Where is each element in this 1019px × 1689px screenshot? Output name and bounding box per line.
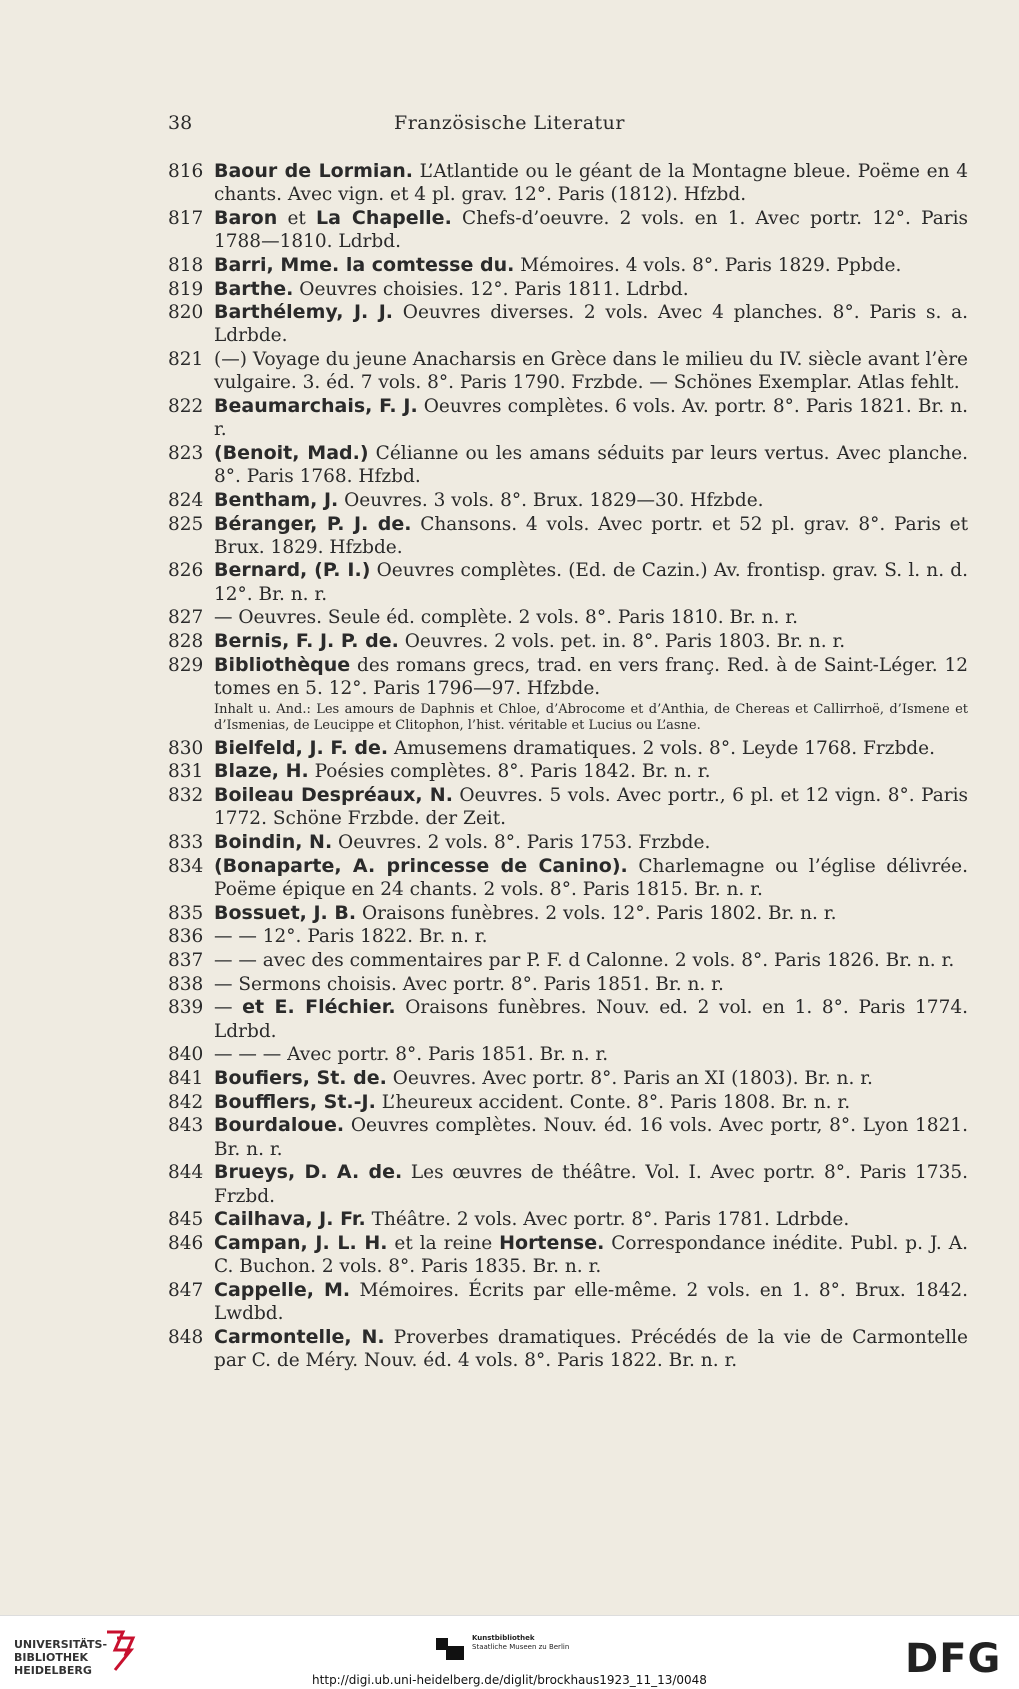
kb-line-1: Kunstbibliothek (472, 1634, 535, 1642)
entry-number: 842 (168, 1091, 204, 1113)
entry-number: 835 (168, 902, 204, 924)
entry-text: Oeuvres. 3 vols. 8°. Brux. 1829—30. Hfzbde. (338, 489, 764, 511)
entry-heading: Bibliothèque (214, 653, 351, 676)
entry-heading: Carmontelle, N. (214, 1325, 385, 1348)
catalog-entry (168, 1091, 968, 1114)
entry-body (214, 1114, 968, 1160)
entry-heading: Barthélemy, J. J. (214, 301, 394, 324)
entry-heading: Cappelle, M. (214, 1278, 351, 1301)
entry-text: Oeuvres complètes. (Ed. de Cazin.) Av. frontisp. grav. S. l. n. d. 12°. Br. n. r. (214, 560, 968, 605)
entry-number: 831 (168, 761, 204, 783)
entry-body (214, 395, 968, 441)
entry-body (214, 489, 968, 512)
catalog-entry (168, 949, 968, 972)
entry-text: et la reine (387, 1232, 500, 1254)
entry-text: Mémoires. Écrits par elle-même. 2 vols. en 1. 8°. Brux. 1842. Lwdbd. (214, 1279, 968, 1325)
entry-text: Amusemens dramatiques. 2 vols. 8°. Leyde 1768. Frzbde. (388, 737, 935, 759)
catalog-entry (168, 160, 968, 206)
entry-heading: Brueys, D. A. de. (214, 1161, 403, 1184)
entry-heading: Bourdaloue. (214, 1114, 345, 1137)
entry-number: 841 (168, 1068, 204, 1090)
footer-bar (0, 1615, 1019, 1689)
catalog-entry (168, 925, 968, 948)
entry-number: 825 (168, 513, 204, 535)
entry-body (214, 207, 968, 253)
entry-heading: Bielfeld, J. F. de. (214, 736, 389, 759)
entry-heading: Boindin, N. (214, 830, 333, 853)
entry-text: Oeuvres complètes. 6 vols. Av. portr. 8°. Paris 1821. Br. n. r. (214, 396, 968, 441)
entry-number: 820 (168, 302, 204, 324)
catalog-entry (168, 559, 968, 605)
catalog-entry (168, 1067, 968, 1090)
entry-heading: Barthe. (214, 277, 294, 300)
entry-number: 823 (168, 442, 204, 464)
entry-note: Inhalt u. And.: Les amours de Daphnis et Chloe, d’Abrocome et d’Anthia, de Chereas et Callirrhoë, d’Ismene et d’Ismenias, de Leucippe et Clitophon, l’hist. véritable et Lucius ou L’asne. (214, 702, 968, 734)
catalog-entry (168, 1043, 968, 1066)
entry-body (214, 606, 968, 629)
entry-text: L’Atlantide ou le géant de la Montagne bleue. Poëme en 4 chants. Avec vign. et 4 pl. grav. 12°. Paris (1812). Hfzbd. (214, 161, 968, 206)
entry-number: 826 (168, 560, 204, 582)
entry-text: Poésies complètes. 8°. Paris 1842. Br. n. r. (308, 761, 711, 783)
entry-heading: Beaumarchais, F. J. (214, 395, 418, 418)
entry-heading: et E. Fléchier. (242, 996, 396, 1019)
entry-body (214, 1232, 968, 1278)
entry-body (214, 996, 968, 1042)
entry-body (214, 513, 968, 559)
entry-text: — Oeuvres. Seule éd. complète. 2 vols. 8°. Paris 1810. Br. n. r. (214, 607, 798, 629)
entry-number: 821 (168, 349, 204, 371)
entry-body (214, 654, 968, 736)
entry-heading: Bernard, (P. I.) (214, 559, 371, 582)
entry-body (214, 1208, 968, 1231)
entry-text: Théâtre. 2 vols. Avec portr. 8°. Paris 1781. Ldrbde. (365, 1209, 850, 1231)
entry-number: 822 (168, 396, 204, 418)
entry-text: Oraisons funèbres. Nouv. ed. 2 vol. en 1. 8°. Paris 1774. Ldrbd. (214, 997, 968, 1042)
entry-body (214, 301, 968, 347)
library-line-1: UNIVERSITÄTS- (14, 1638, 108, 1651)
entry-number: 840 (168, 1044, 204, 1066)
entry-body (214, 760, 968, 783)
entry-body (214, 254, 968, 277)
entry-heading: Boufflers, St.-J. (214, 1090, 376, 1113)
catalog-entry (168, 1114, 968, 1160)
entry-number: 837 (168, 950, 204, 971)
entry-number: 829 (168, 654, 204, 676)
entry-number: 848 (168, 1326, 204, 1348)
entry-heading: Baour de Lormian. (214, 160, 413, 182)
entry-number: 846 (168, 1232, 204, 1254)
entry-heading: Hortense. (499, 1231, 605, 1254)
entry-body (214, 559, 968, 605)
catalog-entry (168, 489, 968, 512)
entry-text: des romans grecs, trad. en vers franç. Red. à de Saint-Léger. 12 tomes en 5. 12°. Paris 1796—97. Hfzbde. (214, 654, 968, 699)
entry-body (214, 1279, 968, 1325)
entry-body (214, 630, 968, 653)
entry-number: 845 (168, 1209, 204, 1231)
entry-text: Oeuvres choisies. 12°. Paris 1811. Ldrbd. (293, 278, 689, 300)
catalog-entry (168, 630, 968, 653)
entry-text: Oeuvres complètes. Nouv. éd. 16 vols. Avec portr, 8°. Lyon 1821. Br. n. r. (214, 1115, 968, 1160)
entry-heading: Béranger, P. J. de. (214, 512, 412, 535)
catalog-entry (168, 395, 968, 441)
catalog-entry (168, 784, 968, 830)
catalog-entry (168, 301, 968, 347)
catalog-entry (168, 606, 968, 629)
entry-text: — Sermons choisis. Avec portr. 8°. Paris 1851. Br. n. r. (214, 973, 724, 995)
entry-text: (—) Voyage du jeune Anacharsis en Grèce dans le milieu du IV. siècle avant l’ère vulgaire. 3. éd. 7 vols. 8°. Paris 1790. Frzbde. — Schönes Exemplar. Atlas fehlt. (214, 349, 969, 394)
entry-body (214, 737, 968, 760)
catalog-entry (168, 278, 968, 301)
entry-body (214, 1043, 968, 1066)
catalog-entry (168, 207, 968, 253)
entry-heading: (Bonaparte, A. princesse de Canino). (214, 854, 628, 877)
page-title: Französische Literatur (394, 112, 625, 134)
catalog-entries (168, 160, 968, 1373)
catalog-entry (168, 1279, 968, 1325)
library-line-3: HEIDELBERG (14, 1664, 92, 1677)
entry-body (214, 925, 968, 948)
entry-body (214, 348, 968, 394)
catalog-entry (168, 996, 968, 1042)
entry-body (214, 1326, 968, 1372)
entry-text: et (277, 207, 317, 229)
entry-number: 839 (168, 997, 204, 1019)
entry-body (214, 1091, 968, 1114)
page-number: 38 (168, 112, 193, 134)
entry-text: Correspondance inédite. Publ. p. J. A. C. Buchon. 2 vols. 8°. Paris 1835. Br. n. r. (214, 1232, 968, 1278)
entry-number: 827 (168, 607, 204, 629)
entry-body (214, 973, 968, 996)
dfg-logo: DFG (905, 1636, 1002, 1682)
entry-number: 817 (168, 207, 204, 229)
entry-body (214, 902, 968, 925)
entry-body (214, 831, 968, 854)
entry-number: 836 (168, 926, 204, 948)
entry-number: 830 (168, 737, 204, 759)
catalog-entry (168, 760, 968, 783)
entry-text: — — — Avec portr. 8°. Paris 1851. Br. n. r. (214, 1044, 609, 1066)
catalog-entry (168, 254, 968, 277)
entry-number: 818 (168, 254, 204, 276)
entry-number: 832 (168, 785, 204, 807)
entry-number: 843 (168, 1115, 204, 1137)
catalog-entry (168, 1326, 968, 1372)
entry-text: Charlemagne ou l’église délivrée. Poëme épique en 24 chants. 2 vols. 8°. Paris 1815. Br. n. r. (214, 855, 968, 900)
source-url[interactable]: http://digi.ub.uni-heidelberg.de/diglit/brockhaus1923_11_13/0048 (312, 1673, 707, 1687)
entry-heading: (Benoit, Mad.) (214, 441, 369, 464)
page-header (0, 112, 1019, 140)
catalog-entry (168, 513, 968, 559)
catalog-entry (168, 1161, 968, 1207)
entry-heading: Bossuet, J. B. (214, 901, 357, 924)
catalog-entry (168, 1232, 968, 1278)
entry-heading: Blaze, H. (214, 760, 309, 783)
library-name (14, 1638, 107, 1677)
entry-text: Oeuvres. 2 vols. pet. in. 8°. Paris 1803. Br. n. r. (398, 631, 846, 653)
entry-body (214, 784, 968, 830)
entry-text: Mémoires. 4 vols. 8°. Paris 1829. Ppbde. (514, 254, 902, 276)
entry-heading: Boileau Despréaux, N. (214, 784, 453, 807)
entry-body (214, 278, 968, 301)
entry-heading: Barri, Mme. la comtesse du. (214, 253, 515, 276)
entry-text: — — 12°. Paris 1822. Br. n. r. (214, 926, 488, 948)
entry-text: — — avec des commentaires par P. F. d Calonne. 2 vols. 8°. Paris 1826. Br. n. r. (214, 950, 955, 971)
kunstbibliothek-name (472, 1634, 569, 1652)
entry-heading: Campan, J. L. H. (214, 1231, 388, 1254)
university-logo-icon (103, 1630, 137, 1672)
entry-body (214, 442, 968, 488)
entry-text: L’heureux accident. Conte. 8°. Paris 1808. Br. n. r. (375, 1091, 851, 1113)
catalog-entry (168, 831, 968, 854)
entry-text: Oraisons funèbres. 2 vols. 12°. Paris 1802. Br. n. r. (356, 902, 837, 924)
entry-text: Oeuvres. 2 vols. 8°. Paris 1753. Frzbde. (332, 831, 711, 853)
catalog-entry (168, 737, 968, 760)
library-line-2: BIBLIOTHEK (14, 1651, 89, 1664)
entry-number: 828 (168, 631, 204, 653)
entry-number: 824 (168, 489, 204, 511)
entry-body (214, 1067, 968, 1090)
catalog-entry (168, 855, 968, 901)
catalog-entry (168, 902, 968, 925)
entry-heading: Cailhava, J. Fr. (214, 1208, 366, 1231)
entry-heading: Baron (214, 206, 278, 229)
entry-number: 844 (168, 1162, 204, 1184)
entry-number: 847 (168, 1279, 204, 1301)
entry-text: Proverbes dramatiques. Précédés de la vie de Carmontelle par C. de Méry. Nouv. éd. 4 vols. 8°. Paris 1822. Br. n. r. (214, 1326, 968, 1371)
catalog-entry (168, 973, 968, 996)
entry-text: Oeuvres. Avec portr. 8°. Paris an XI (1803). Br. n. r. (386, 1068, 873, 1090)
entry-text: Oeuvres. 5 vols. Avec portr., 6 pl. et 12 vign. 8°. Paris 1772. Schöne Frzbde. der Zeit. (214, 785, 968, 830)
entry-body (214, 1161, 968, 1207)
entry-number: 834 (168, 855, 204, 877)
entry-body (214, 949, 968, 972)
catalog-entry (168, 654, 968, 736)
entry-heading: La Chapelle. (316, 206, 452, 229)
catalog-entry (168, 1208, 968, 1231)
entry-number: 816 (168, 161, 204, 182)
kunstbibliothek-logo-icon (436, 1636, 464, 1660)
entry-text: — (214, 997, 243, 1019)
entry-heading: Bernis, F. J. P. de. (214, 630, 399, 653)
kb-line-2: Staatliche Museen zu Berlin (472, 1643, 570, 1651)
entry-text: Célianne ou les amans séduits par leurs vertus. Avec planche. 8°. Paris 1768. Hfzbd. (214, 442, 968, 488)
entry-body (214, 855, 968, 901)
entry-number: 838 (168, 973, 204, 995)
entry-heading: Bentham, J. (214, 488, 339, 511)
entry-text: Chansons. 4 vols. Avec portr. et 52 pl. grav. 8°. Paris et Brux. 1829. Hfzbde. (214, 513, 969, 558)
entry-text: Oeuvres diverses. 2 vols. Avec 4 planches. 8°. Paris s. a. Ldrbde. (214, 302, 969, 347)
entry-heading: Boufiers, St. de. (214, 1067, 387, 1090)
catalog-entry (168, 348, 968, 394)
entry-text: Chefs-d’oeuvre. 2 vols. en 1. Avec portr. 12°. Paris 1788—1810. Ldrbd. (214, 207, 968, 253)
entry-number: 833 (168, 831, 204, 853)
entry-body (214, 160, 968, 206)
entry-text: Les œuvres de théâtre. Vol. I. Avec portr. 8°. Paris 1735. Frzbd. (214, 1162, 968, 1207)
catalog-entry (168, 442, 968, 488)
entry-number: 819 (168, 278, 204, 300)
